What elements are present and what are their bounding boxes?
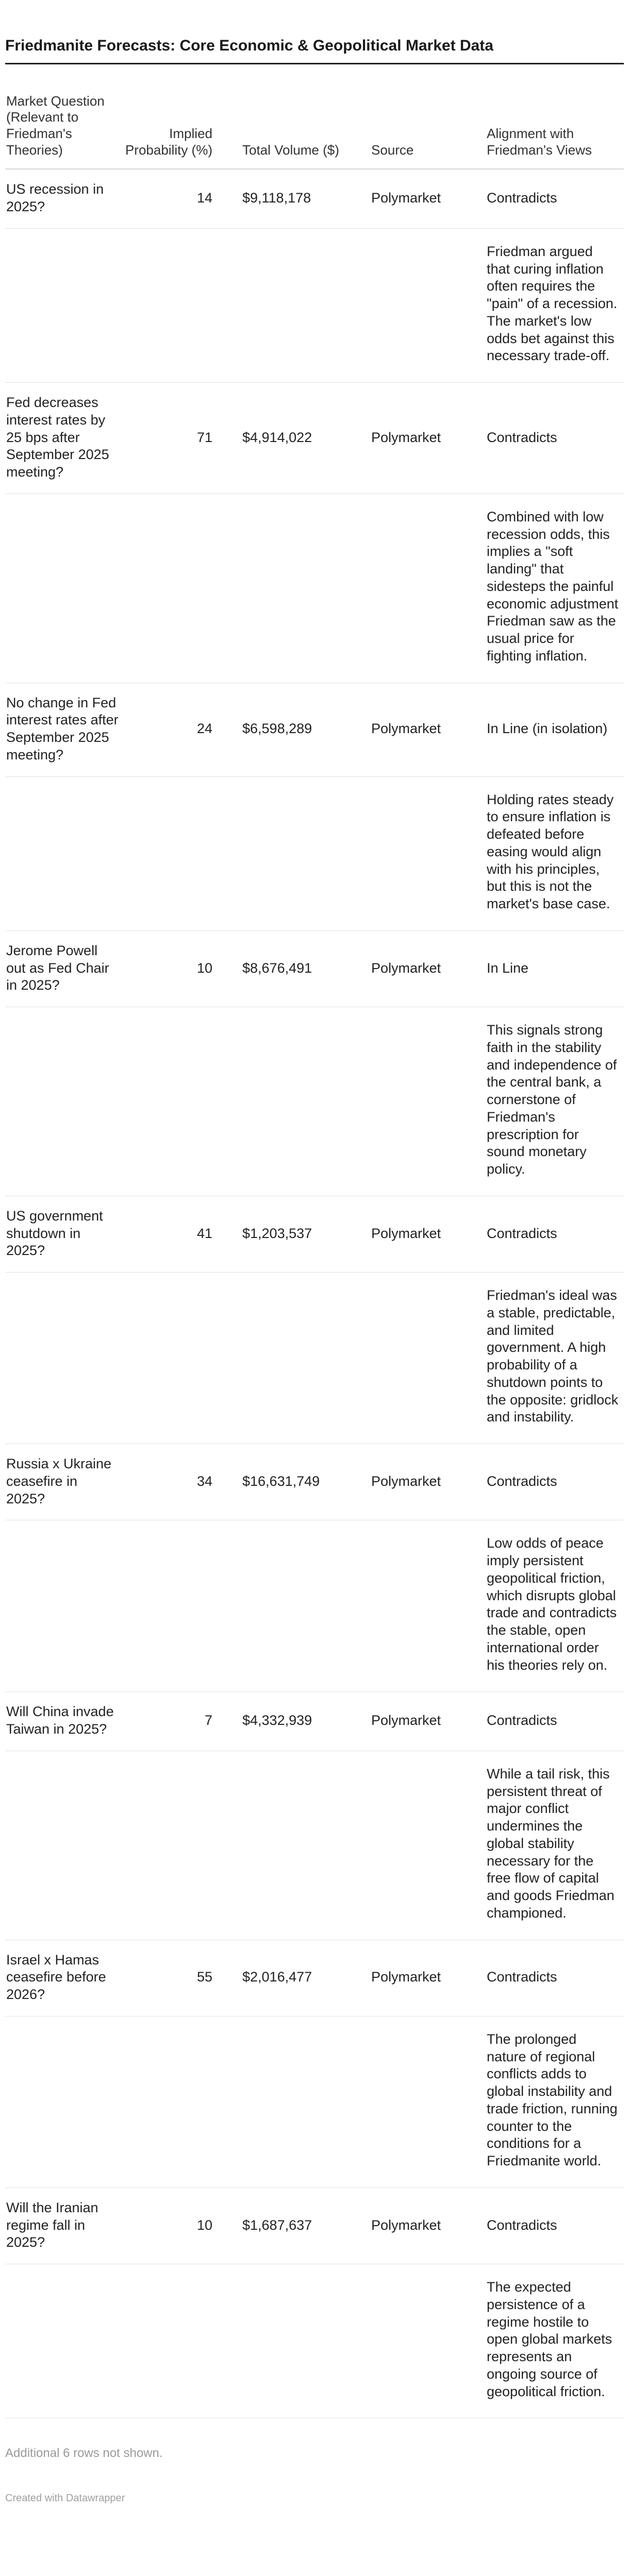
cell-source: Polymarket	[356, 1940, 479, 2016]
cell-alignment: Contradicts	[479, 383, 624, 494]
data-table	[5, 84, 624, 2419]
column-header-probability[interactable]: Implied Probability (%)	[124, 84, 227, 170]
table-row-detail	[5, 2264, 624, 2418]
column-header-question[interactable]: Market Question (Relevant to Friedman's Theories)	[5, 84, 124, 170]
cell-question: US government shutdown in 2025?	[5, 1196, 124, 1272]
cell-note: Friedman argued that curing inflation often requires the "pain" of a recession. The market's low odds bet against this necessary trade-off.	[479, 228, 624, 382]
cell-question: Will the Iranian regime fall in 2025?	[5, 2188, 124, 2264]
cell-question: Jerome Powell out as Fed Chair in 2025?	[5, 930, 124, 1007]
table-row	[5, 683, 624, 776]
column-header-volume[interactable]: Total Volume ($)	[227, 84, 356, 170]
cell-question: Russia x Ukraine ceasefire in 2025?	[5, 1444, 124, 1520]
cell-probability: 10	[124, 2188, 227, 2264]
cell-volume: $6,598,289	[227, 683, 356, 776]
cell-note: The prolonged nature of regional conflicts adds to global instability and trade friction, running counter to the conditions for a Friedmanite world.	[479, 2016, 624, 2188]
cell-source: Polymarket	[356, 1196, 479, 1272]
cell-alignment: In Line	[479, 930, 624, 1007]
cell-probability: 7	[124, 1692, 227, 1751]
cell-source: Polymarket	[356, 169, 479, 228]
cell-note: This signals strong faith in the stability and independence of the central bank, a cornerstone of Friedman's prescription for sound monetary policy.	[479, 1007, 624, 1196]
cell-note: Combined with low recession odds, this implies a "soft landing" that sidesteps the painful economic adjustment Friedman saw as the usual price for fighting inflation.	[479, 494, 624, 683]
cell-volume: $1,203,537	[227, 1196, 356, 1272]
table-row-detail	[5, 2016, 624, 2188]
title-divider	[5, 63, 624, 64]
rows-hidden-note: Additional 6 rows not shown.	[5, 2446, 163, 2461]
cell-volume: $16,631,749	[227, 1444, 356, 1520]
cell-note: While a tail risk, this persistent threat of major conflict undermines the global stability necessary for the free flow of capital and goods Friedman championed.	[479, 1751, 624, 1940]
cell-volume: $8,676,491	[227, 930, 356, 1007]
table-row	[5, 1940, 624, 2016]
cell-volume: $4,914,022	[227, 383, 356, 494]
cell-probability: 10	[124, 930, 227, 1007]
table-row-detail	[5, 776, 624, 930]
cell-volume: $4,332,939	[227, 1692, 356, 1751]
cell-alignment: In Line (in isolation)	[479, 683, 624, 776]
cell-note: Low odds of peace imply persistent geopolitical friction, which disrupts global trade and contradicts the stable, open international order his theories rely on.	[479, 1520, 624, 1692]
cell-probability: 14	[124, 169, 227, 228]
header-row	[5, 84, 624, 170]
cell-alignment: Contradicts	[479, 1196, 624, 1272]
column-header-alignment[interactable]: Alignment with Friedman's Views	[479, 84, 624, 170]
cell-source: Polymarket	[356, 683, 479, 776]
cell-probability: 41	[124, 1196, 227, 1272]
cell-volume: $1,687,637	[227, 2188, 356, 2264]
cell-volume: $2,016,477	[227, 1940, 356, 2016]
cell-source: Polymarket	[356, 1444, 479, 1520]
cell-note: Holding rates steady to ensure inflation is defeated before easing would align with his principles, but this is not the market's base case.	[479, 776, 624, 930]
cell-alignment: Contradicts	[479, 1940, 624, 2016]
cell-source: Polymarket	[356, 383, 479, 494]
cell-volume: $9,118,178	[227, 169, 356, 228]
cell-probability: 71	[124, 383, 227, 494]
table-row-detail	[5, 1751, 624, 1940]
cell-note: The expected persistence of a regime hostile to open global markets represents an ongoing source of geopolitical friction.	[479, 2264, 624, 2418]
column-header-source[interactable]: Source	[356, 84, 479, 170]
cell-probability: 24	[124, 683, 227, 776]
cell-probability: 55	[124, 1940, 227, 2016]
cell-probability: 34	[124, 1444, 227, 1520]
table-row	[5, 930, 624, 1007]
cell-source: Polymarket	[356, 1692, 479, 1751]
table-row	[5, 1692, 624, 1751]
table-row-detail	[5, 1520, 624, 1692]
cell-question: Israel x Hamas ceasefire before 2026?	[5, 1940, 124, 2016]
table-row	[5, 383, 624, 494]
cell-question: Will China invade Taiwan in 2025?	[5, 1692, 124, 1751]
table-title: Friedmanite Forecasts: Core Economic & Geopolitical Market Data	[5, 37, 493, 54]
table-row	[5, 169, 624, 228]
table-row-detail	[5, 1273, 624, 1444]
cell-question: US recession in 2025?	[5, 169, 124, 228]
cell-question: No change in Fed interest rates after September 2025 meeting?	[5, 683, 124, 776]
cell-question: Fed decreases interest rates by 25 bps after September 2025 meeting?	[5, 383, 124, 494]
cell-alignment: Contradicts	[479, 169, 624, 228]
table-row	[5, 1444, 624, 1520]
cell-source: Polymarket	[356, 2188, 479, 2264]
cell-source: Polymarket	[356, 930, 479, 1007]
cell-alignment: Contradicts	[479, 2188, 624, 2264]
table-row-detail	[5, 228, 624, 382]
cell-alignment: Contradicts	[479, 1692, 624, 1751]
table-row-detail	[5, 494, 624, 683]
table-row	[5, 2188, 624, 2264]
cell-note: Friedman's ideal was a stable, predictable, and limited government. A high probability of a shutdown points to the opposite: gridlock and instability.	[479, 1273, 624, 1444]
table-row	[5, 1196, 624, 1272]
cell-alignment: Contradicts	[479, 1444, 624, 1520]
datawrapper-credit-link[interactable]: Created with Datawrapper	[5, 2492, 125, 2504]
table-row-detail	[5, 1007, 624, 1196]
